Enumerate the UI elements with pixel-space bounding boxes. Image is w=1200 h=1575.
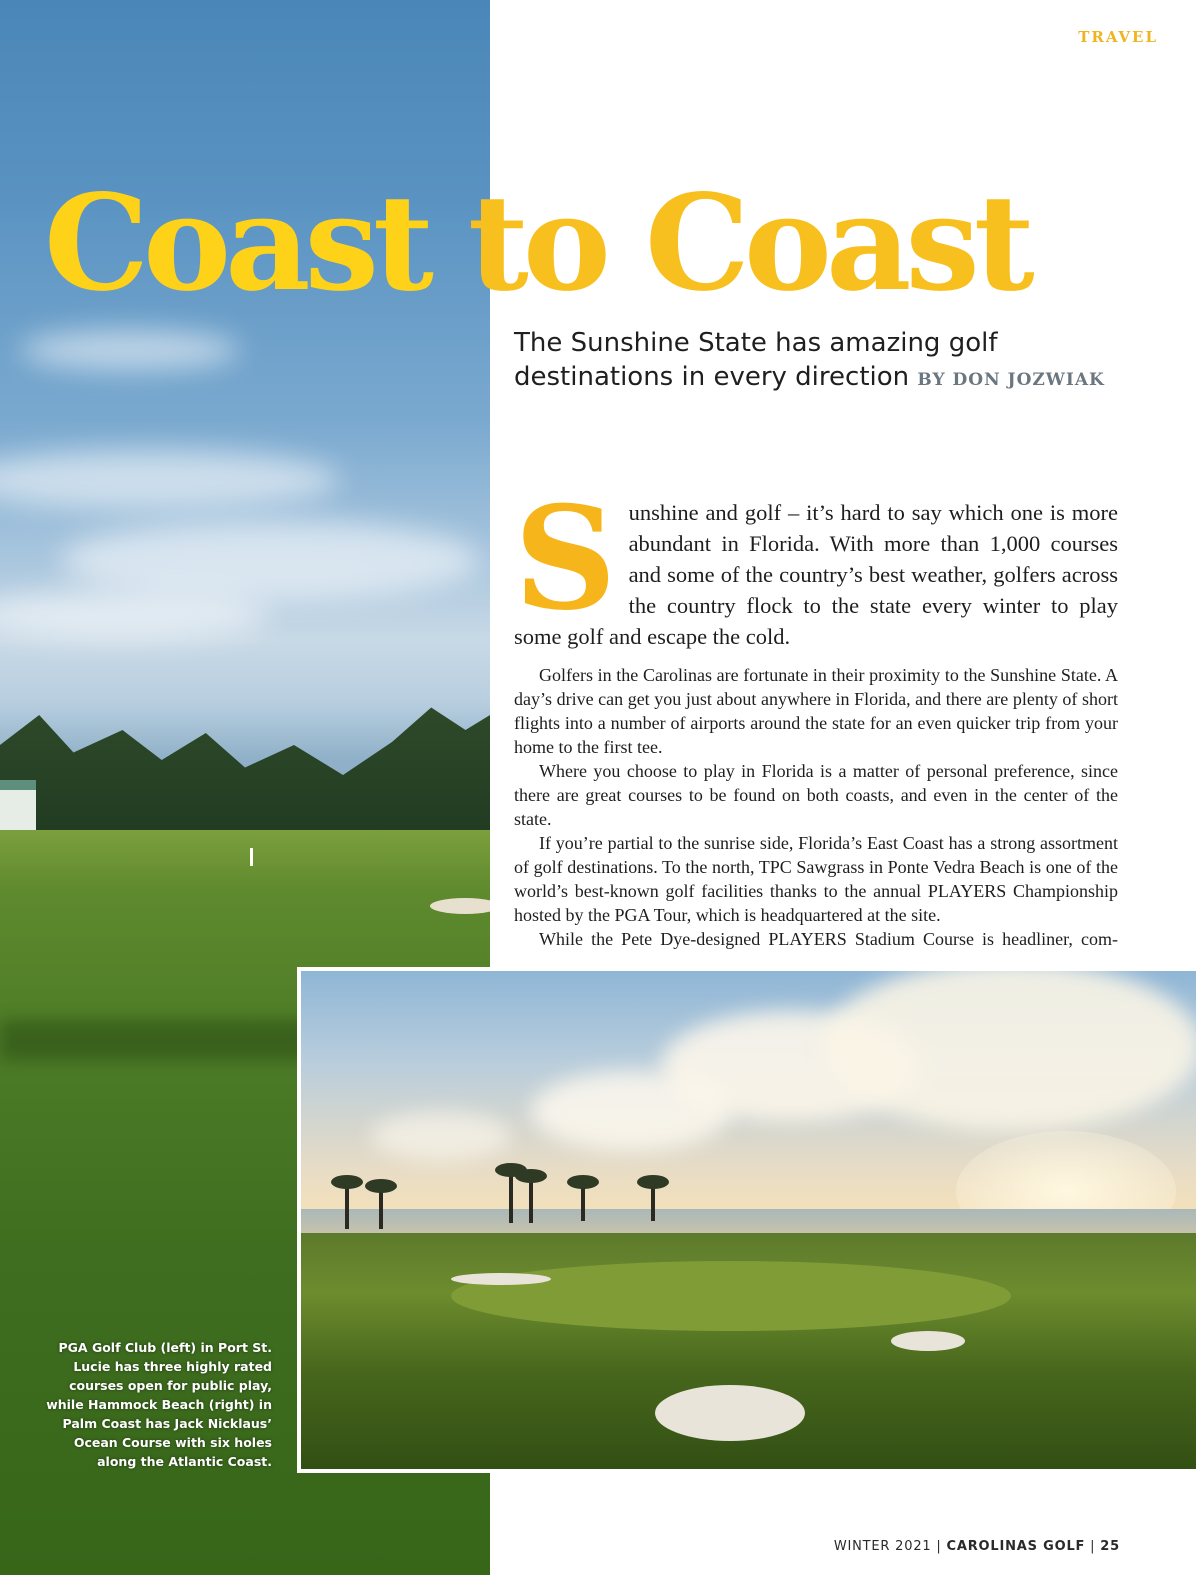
lede-text: unshine and golf – it’s hard to say which one is more abundant in Florida. With more than 1,000 courses and some of the country’s best weather, golfers across the country flock to the state every winter to play some golf and escape the cold. xyxy=(514,500,1118,649)
pin-flag xyxy=(250,848,253,866)
lede-paragraph xyxy=(514,476,1118,652)
bunker xyxy=(430,898,490,914)
deck-text: The Sunshine State has amazing golf destinations in every direction xyxy=(514,328,998,392)
drop-cap: S xyxy=(514,476,617,642)
deck xyxy=(514,326,1154,397)
photo-caption: PGA Golf Club (left) in Port St. Lucie has three highly rated courses open for public play, while Hammock Beach (right) in Palm Coast has Jack Nicklaus’ Ocean Course with six holes along the Atlantic Coast. xyxy=(46,1340,272,1469)
inset-coastal-course-photo xyxy=(297,967,1200,1473)
putting-green xyxy=(451,1261,1011,1331)
headline-word-one: Coast xyxy=(44,166,428,321)
article-body xyxy=(514,663,1118,951)
body-paragraph: While the Pete Dye-designed PLAYERS Stadium Course is headliner, com- xyxy=(539,929,1118,949)
magazine-name: CAROLINAS GOLF xyxy=(946,1539,1086,1554)
page-footer xyxy=(834,1539,1120,1554)
section-tag: TRAVEL xyxy=(1078,28,1158,46)
byline: BY DON JOZWIAK xyxy=(917,370,1105,390)
body-paragraph: If you’re partial to the sunrise side, Florida’s East Coast has a strong assortment of golf destinations. To the north, TPC Sawgrass in Ponte Vedra Beach is one of the world’s best-known golf facilities thanks to the annual PLAYERS Championship hosted by the PGA Tour, which is headquartered at the site. xyxy=(514,833,1118,925)
page-number: 25 xyxy=(1100,1539,1120,1554)
headline-rest: to Coast xyxy=(427,166,1029,321)
body-paragraph: Where you choose to play in Florida is a matter of personal preference, since there are great courses to be found on both coasts, and even in the center of the state. xyxy=(514,761,1118,829)
footer-separator: | xyxy=(1090,1539,1096,1554)
tree-line xyxy=(0,700,490,850)
issue-date: WINTER 2021 xyxy=(833,1539,932,1554)
footer-separator: | xyxy=(936,1539,942,1554)
body-paragraph: Golfers in the Carolinas are fortunate in their proximity to the Sunshine State. A day’s drive can get you just about anywhere in Florida, and there are plenty of short flights into a number of airports around the state for an even quicker trip from your home to the first tee. xyxy=(514,665,1118,757)
headline xyxy=(44,166,1029,321)
